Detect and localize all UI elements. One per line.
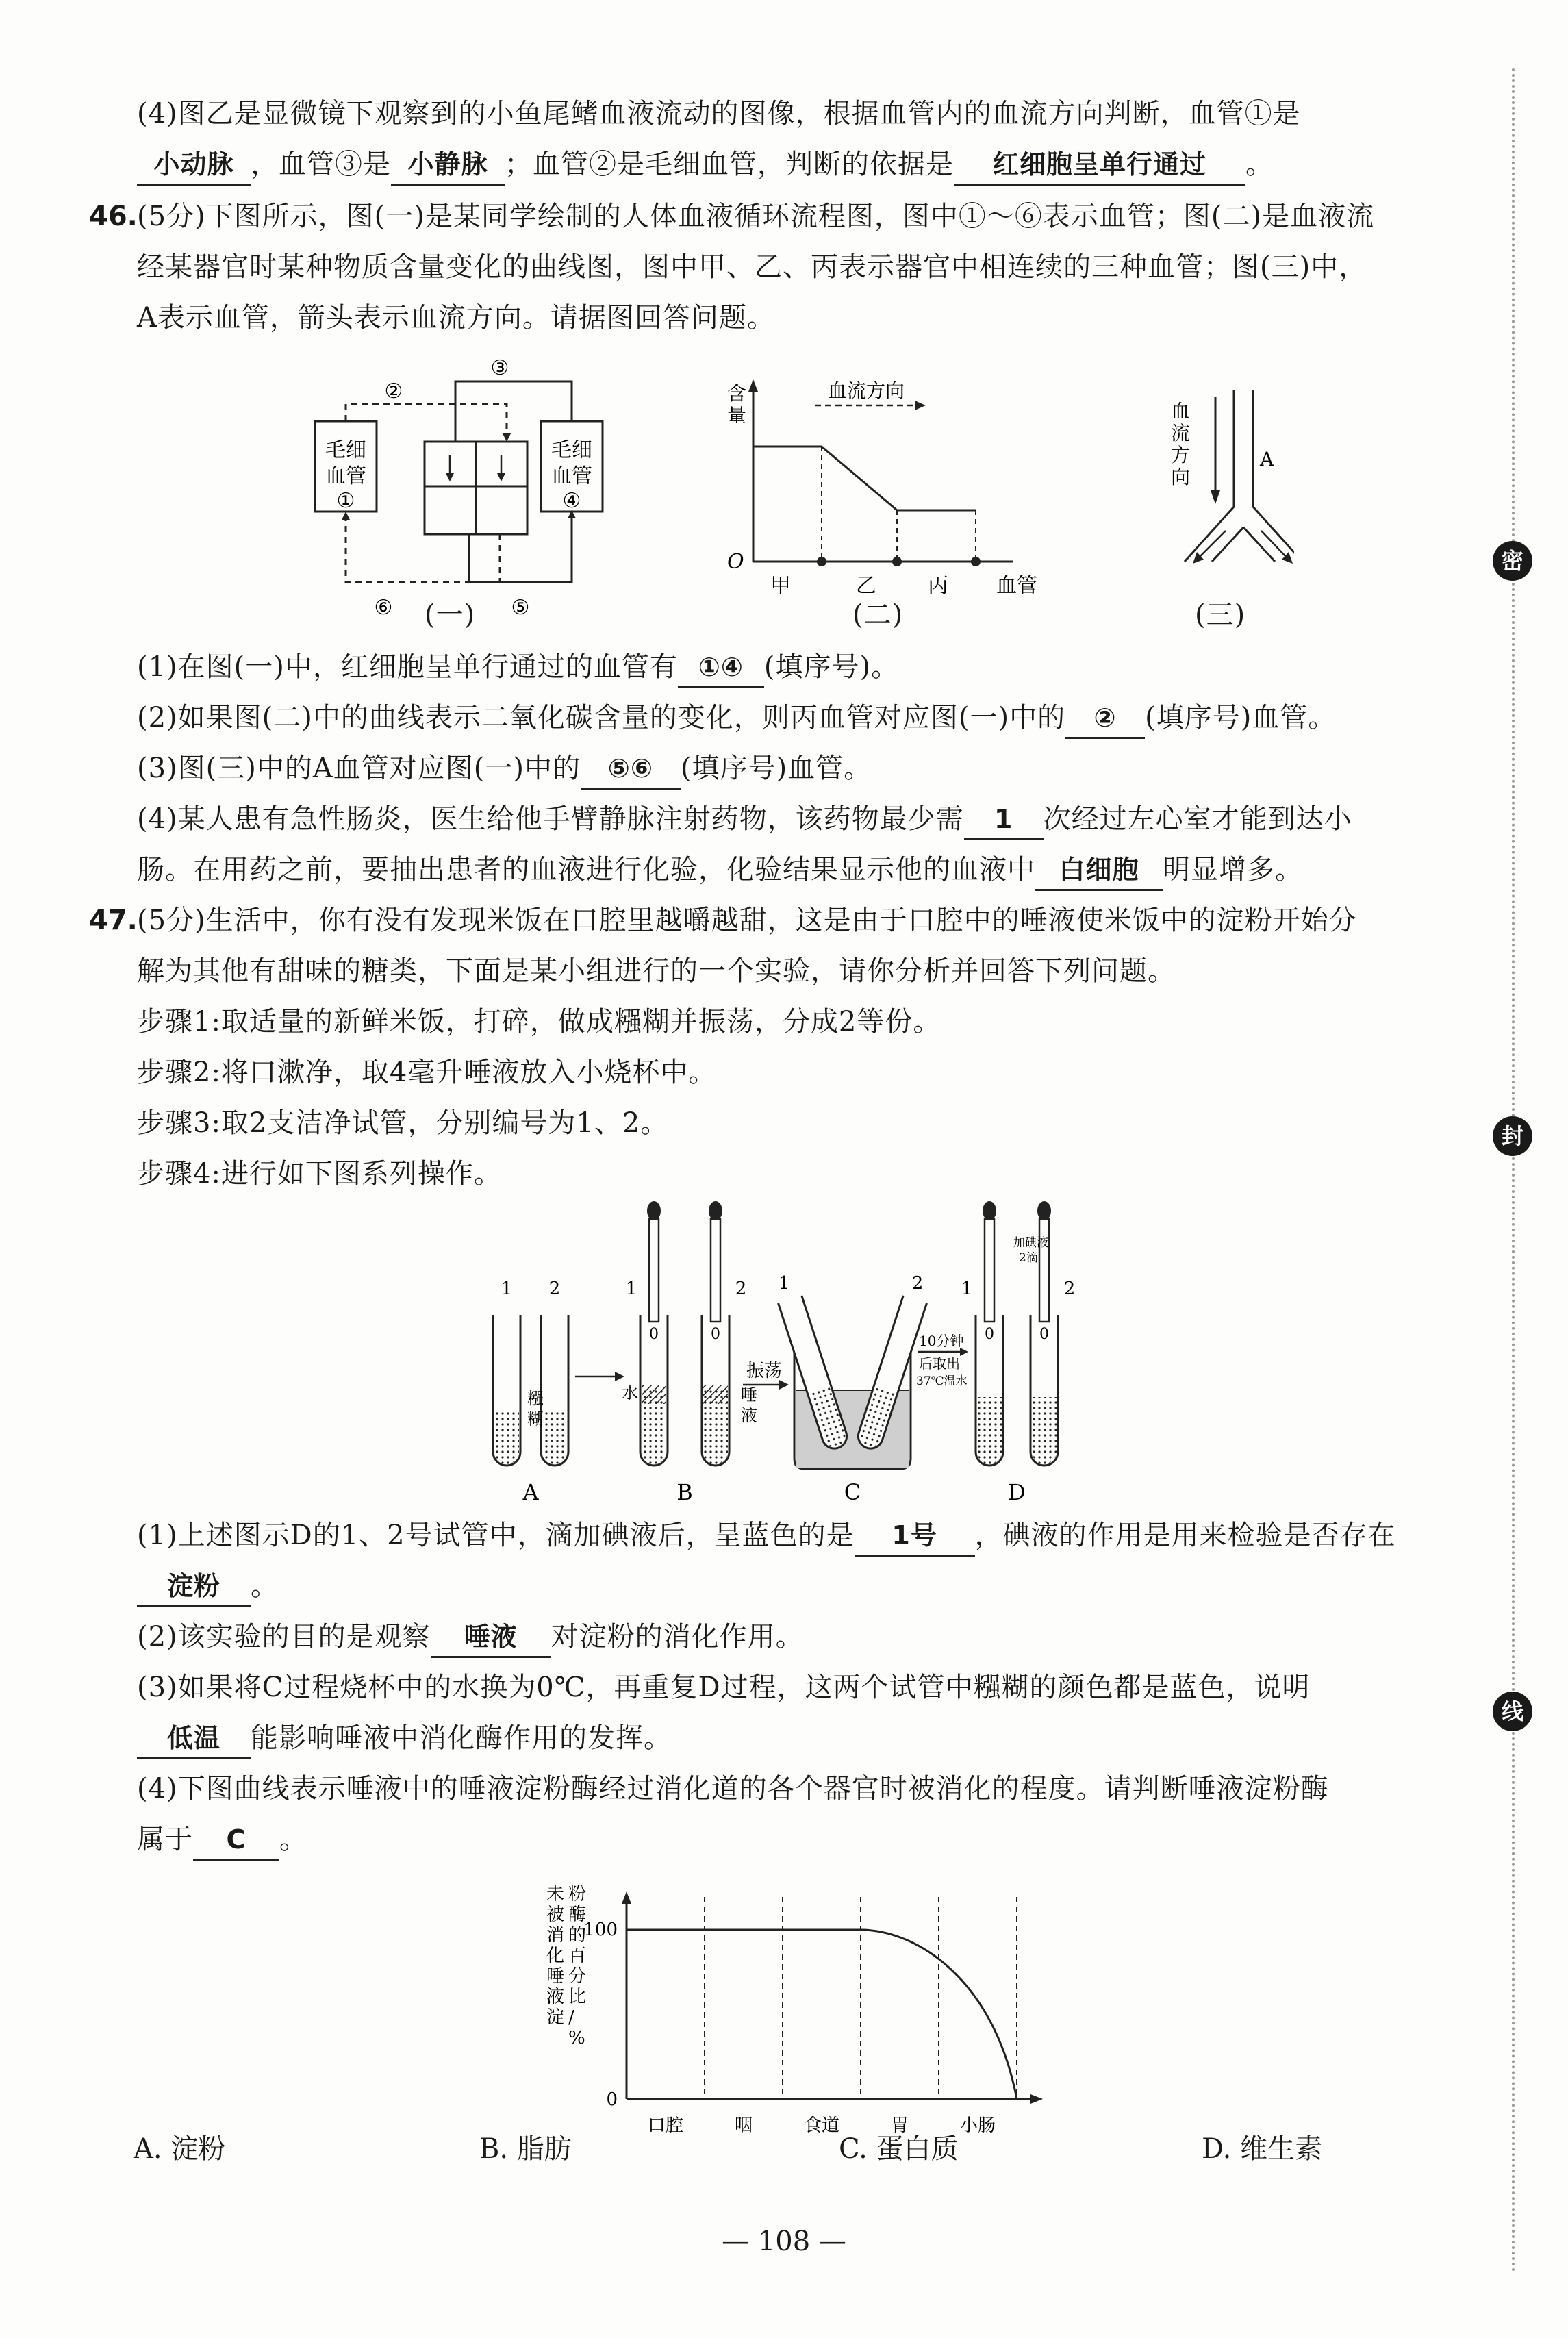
q47-part3-line1: (3)如果将C过程烧杯中的水换为0℃，再重复D过程，这两个试管中糨糊的颜色都是蓝色，说明: [137, 1672, 1311, 1703]
vessel-2-label: ②: [384, 379, 403, 403]
svg-text:④: ④: [562, 489, 581, 513]
seal-feng: 封: [1493, 1116, 1532, 1156]
svg-text:化: 化: [546, 1946, 565, 1966]
svg-text:1: 1: [625, 1279, 637, 1299]
svg-text:的: 的: [568, 1925, 587, 1946]
svg-text:液: 液: [741, 1406, 757, 1425]
answer-vessel3: 小静脉: [391, 145, 505, 186]
svg-text:1: 1: [778, 1273, 790, 1294]
svg-text:唾: 唾: [546, 1966, 565, 1987]
enzyme-digestion-chart: [534, 1876, 1054, 2137]
svg-text:0: 0: [711, 1326, 720, 1343]
answer-q47-2: 唾液: [431, 1618, 551, 1658]
fig2-ylabel-1: 含: [727, 382, 747, 405]
q47-part4-line1: (4)下图曲线表示唾液中的唾液淀粉酶经过消化道的各个器官时被消化的程度。请判断唾液淀粉酶: [137, 1773, 1329, 1805]
answer-q46-1: ①④: [678, 648, 764, 688]
tube-D1: [976, 1201, 1003, 1466]
svg-text:10分钟: 10分钟: [919, 1333, 964, 1349]
fig2-origin: O: [727, 550, 744, 574]
svg-text:振荡: 振荡: [746, 1361, 783, 1381]
svg-text:比: 比: [568, 1987, 587, 2007]
svg-text:37℃温水: 37℃温水: [916, 1374, 968, 1388]
fig-C-caption: C: [844, 1479, 861, 1505]
q46-stem-line3: A表示血管，箭头表示血流方向。请据图回答问题。: [137, 302, 775, 334]
option-A: A. 淀粉: [134, 2133, 226, 2165]
seal-mi: 密: [1493, 541, 1532, 581]
svg-text:2: 2: [1063, 1279, 1076, 1299]
experiment-figure: [472, 1192, 1102, 1507]
answer-q47-3: 低温: [137, 1719, 251, 1759]
circulation-diagram: [301, 346, 623, 633]
fig2-x-vessel: 血管: [996, 574, 1037, 596]
chart-x-label-1: 咽: [734, 2115, 753, 2136]
answer-vessel1: 小动脉: [137, 145, 251, 186]
answer-q46-2: ②: [1065, 699, 1145, 739]
svg-text:未: 未: [546, 1884, 565, 1905]
q46-part1: (1)在图(一)中，红细胞呈单行通过的血管有 ①④ (填序号)。: [137, 648, 899, 688]
svg-text:%: %: [568, 2028, 585, 2048]
fig-A-caption: A: [522, 1479, 539, 1505]
svg-text:后取出: 后取出: [919, 1355, 960, 1372]
fig3-caption: (三): [1195, 599, 1246, 631]
svg-text:方: 方: [1171, 444, 1191, 466]
q47-part1-line1: (1)上述图示D的1、2号试管中，滴加碘液后，呈蓝色的是 1号 ，碘液的作用是用来检验是否存在: [137, 1516, 1396, 1557]
capillary-1-label: 毛细: [325, 438, 366, 462]
svg-text:0: 0: [1039, 1326, 1049, 1343]
svg-text:消: 消: [546, 1925, 565, 1946]
q47-stem-line1: (5分)生活中，你有没有发现米饭在口腔里越嚼越甜，这是由于口腔中的唾液使米饭中的淀粉开始分: [137, 905, 1357, 936]
q47-part4-line2: 属于 C 。: [137, 1820, 307, 1861]
svg-text:流: 流: [1171, 422, 1191, 444]
vessel-branch-figure: [1157, 390, 1294, 568]
svg-text:向: 向: [1171, 466, 1191, 488]
svg-text:百: 百: [568, 1946, 587, 1966]
q47-step1: 步骤1:取适量的新鲜米饭，打碎，做成糨糊并振荡，分成2等份。: [137, 1006, 941, 1038]
q47-step2: 步骤2:将口漱净，取4毫升唾液放入小烧杯中。: [137, 1057, 717, 1088]
answer-q47-1a: 1号: [855, 1516, 975, 1557]
q47-step3: 步骤3:取2支洁净试管，分别编号为1、2。: [137, 1107, 669, 1139]
svg-text:①: ①: [336, 489, 355, 513]
svg-text:血管: 血管: [551, 464, 592, 488]
q45-part4-line1: (4)图乙是显微镜下观察到的小鱼尾鳍血液流动的图像，根据血管内的血流方向判断，血管①是: [137, 98, 1301, 129]
svg-text:0: 0: [985, 1326, 994, 1343]
page-number: — 108 —: [722, 2226, 846, 2257]
svg-text:淀: 淀: [546, 2007, 565, 2028]
svg-text:粉: 粉: [568, 1884, 587, 1905]
svg-text:加碘液: 加碘液: [1013, 1236, 1048, 1250]
q45-part4-line2: 小动脉 ，血管③是 小静脉 ；血管②是毛细血管，判断的依据是 红细胞呈单行通过 。: [137, 145, 1274, 186]
svg-text:水: 水: [622, 1383, 638, 1403]
q46-part4-line2: 肠。在用药之前，要抽出患者的血液进行化验，化验结果显示他的血液中 白细胞 明显增多。: [137, 851, 1303, 891]
chart-x-label-4: 小肠: [959, 2115, 996, 2136]
fig-D-caption: D: [1008, 1479, 1026, 1505]
svg-text:分: 分: [568, 1966, 587, 1987]
fig2-ylabel-2: 量: [727, 404, 747, 427]
fig1-caption: (一): [425, 599, 476, 631]
answer-q46-4a: 1: [964, 800, 1044, 840]
chart-series-line: [627, 1930, 1017, 2099]
answer-q46-3: ⑤⑥: [581, 749, 681, 790]
beaker-C: [779, 1296, 927, 1469]
fig3-label-1: 血: [1171, 400, 1191, 423]
content-curve-figure: [712, 370, 1054, 596]
svg-text:唾: 唾: [741, 1385, 757, 1405]
svg-text:糊: 糊: [527, 1409, 544, 1429]
q46-part2: (2)如果图(二)中的曲线表示二氧化碳含量的变化，则丙血管对应图(一)中的 ② (填序号)血管。: [137, 699, 1336, 739]
svg-text:液: 液: [546, 1987, 565, 2007]
svg-text:1: 1: [961, 1279, 973, 1299]
fig2-arrow-label: 血流方向: [827, 379, 905, 402]
svg-text:2滴: 2滴: [1019, 1251, 1038, 1265]
tube-B1: [640, 1201, 668, 1466]
chart-ylabel: [546, 1884, 586, 2048]
q46-part3: (3)图(三)中的A血管对应图(一)中的 ⑤⑥ (填序号)血管。: [137, 749, 872, 790]
q47-number: 47.: [89, 905, 138, 936]
tube-A2: [541, 1315, 568, 1466]
y-tick-100: 100: [583, 1920, 618, 1940]
chart-x-label-2: 食道: [803, 2115, 840, 2136]
tube-A1: [493, 1315, 520, 1466]
q47-step4: 步骤4:进行如下图系列操作。: [137, 1158, 502, 1190]
answer-q46-4b: 白细胞: [1035, 851, 1163, 891]
q46-stem-line2: 经某器官时某种物质含量变化的曲线图，图中甲、乙、丙表示器官中相连续的三种血管；图(三)中，: [137, 251, 1367, 283]
svg-text:酶: 酶: [568, 1905, 587, 1925]
y-tick-0: 0: [606, 2089, 618, 2110]
q47-part3-line2: 低温 能影响唾液中消化酶作用的发挥。: [137, 1719, 672, 1759]
vessel-3-label: ③: [490, 356, 509, 380]
svg-text:2: 2: [911, 1273, 924, 1294]
q46-stem-line1: (5分)下图所示，图(一)是某同学绘制的人体血液循环流程图，图中①～⑥表示血管；图(二)是血液流: [137, 201, 1375, 232]
q47-stem-line2: 解为其他有甜味的糖类，下面是某小组进行的一个实验，请你分析并回答下列问题。: [137, 955, 1176, 987]
fig3-vessel-A: A: [1260, 448, 1274, 470]
q46-part4-line1: (4)某人患有急性肠炎，医生给他手臂静脉注射药物，该药物最少需 1 次经过左心室才能到达小: [137, 800, 1352, 840]
answer-q47-4: C: [193, 1820, 279, 1861]
answer-basis: 红细胞呈单行通过: [954, 145, 1245, 186]
svg-text:0: 0: [649, 1326, 659, 1343]
fig2-caption: (二): [852, 599, 904, 631]
fig-B-caption: B: [676, 1479, 693, 1505]
answer-q47-1b: 淀粉: [137, 1567, 251, 1607]
option-D: D. 维生素: [1202, 2133, 1323, 2165]
chart-x-label-0: 口腔: [647, 2115, 684, 2136]
chart-x-label-3: 胃: [890, 2115, 909, 2136]
svg-text:2: 2: [735, 1279, 747, 1299]
fig2-x-yi: 乙: [856, 574, 876, 596]
q46-number: 46.: [89, 201, 138, 232]
svg-text:/: /: [568, 2007, 574, 2028]
seal-xian: 线: [1493, 1692, 1532, 1731]
q47-part2: (2)该实验的目的是观察 唾液 对淀粉的消化作用。: [137, 1618, 804, 1658]
svg-text:1: 1: [501, 1279, 513, 1299]
svg-text:糨: 糨: [527, 1389, 544, 1408]
vessel-6-label: ⑥: [374, 596, 393, 620]
vessel-5-label: ⑤: [511, 596, 530, 620]
capillary-4-label: 毛细: [551, 438, 592, 462]
svg-text:血管: 血管: [325, 464, 366, 488]
q47-part1-line2: 淀粉 。: [137, 1567, 279, 1607]
svg-text:2: 2: [548, 1279, 561, 1299]
fig2-x-bing: 丙: [928, 574, 948, 596]
tube-B2: [702, 1201, 729, 1466]
fig2-x-jia: 甲: [770, 574, 791, 596]
seal-line-dots: [1512, 68, 1515, 2274]
option-C: C. 蛋白质: [839, 2133, 959, 2165]
svg-text:被: 被: [546, 1905, 565, 1925]
option-B: B. 脂肪: [479, 2133, 572, 2165]
